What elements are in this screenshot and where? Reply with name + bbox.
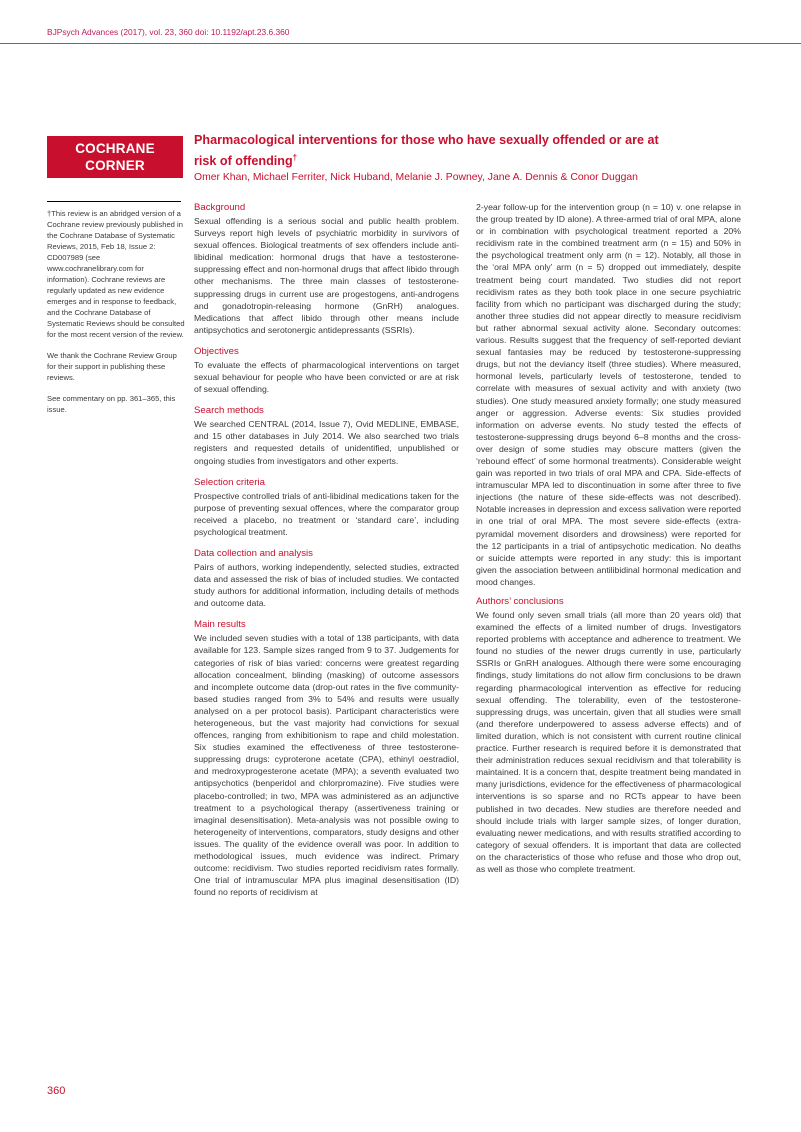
- sidebar-divider: [47, 201, 181, 202]
- selection-criteria-heading: Selection criteria: [194, 476, 265, 488]
- sidebar-footnote: †This review is an abridged version of a Cochrane review previously published in the Cochrane Database of Systematic Reviews, 2015, Feb 18, Issue 2: CD007989 (see www.cochranelibrary.com for information). Cochrane reviews are regularly updated as new evidence emerges and in response to feedback, and the Cochrane Database of Systematic Reviews should be consulted for the most recent version of the review.: [47, 209, 185, 339]
- main-results-text: We included seven studies with a total of 138 participants, with data available for 123. Sample sizes ranged from 9 to 37. Judgements for categories of risk of bias varied: concerns were greatest regarding allocation concealment, blinding (masking) of outcome assessors and incomplete outcome data (drop-out rates in the five community-based studies ranged from 3% to 54% and results were usually analysed on a per protocol basis). Participant characteristics were heterogeneous, but the vast majority had convictions for sexual offences, ranging from exhibitionism to rape and child molestation. Six studies examined the effectiveness of three testosterone-suppressing drugs: cyproterone acetate (CPA), ethinyl oestradiol, and medroxyprogesterone acetate (MPA); a seventh evaluated two antipsychotics (benperidol and chlorpromazine). Five studies were placebo-controlled; in two, MPA was administered as an adjunctive treatment to a psychological therapy (assertiveness training or imaginal desensitisation). Meta-analysis was not possible owing to heterogeneity of interventions, comparators, study designs and other issues. The quality of the evidence overall was poor. In addition to methodological issues, much evidence was indirect. Primary outcome: recidivism. Two studies reported recidivism rates formally. One trial of intramuscular MPA plus imaginal desensitisation (ID) found no reports of recidivism at: [194, 633, 459, 898]
- left-text-column: [194, 201, 459, 907]
- header-divider: [0, 43, 801, 44]
- main-results-heading: Main results: [194, 619, 246, 631]
- data-collection-heading: Data collection and analysis: [194, 547, 313, 559]
- right-text-column: [476, 201, 741, 882]
- authors-conclusions-text: We found only seven small trials (all more than 20 years old) that examined the effects of a limited number of drugs. Investigators reported problems with acceptance and adherence to treatment. We found no studies of the newer drugs currently in use, particularly SSRIs or GnRH analogues. Although there were some encouraging findings, study limitations do not allow firm conclusions to be drawn regarding pharmacological intervention as effective for reducing sexual offending. The tolerability, even of the testosterone-suppressing drugs, was uncertain, given that all studies were small (and therefore underpowered to assess adverse effects) and of limited duration, which is not consistent with current routine clinical practice. Further research is required before it is demonstrated that their administration reduces sexual recidivism and that tolerability is maintained. It is a concern that, despite treatment being mandated in many jurisdictions, evidence for the effectiveness of pharmacological interventions is so sparse and no RCTs appear to have been published in two decades. New studies are therefore needed and should include trials with larger sample sizes, of longer duration, evaluating newer medications, and with results stratified according to category of sexual offenders. It is important that data are collected on the characteristics of those who refuse and those who drop out, as well as those who complete treatment.: [476, 610, 741, 874]
- article-authors: Omer Khan, Michael Ferriter, Nick Huband, Melanie J. Powney, Jane A. Dennis & Conor Duggan: [194, 172, 638, 183]
- cochrane-corner-badge: [47, 136, 183, 178]
- authors-conclusions-heading: Authors’ conclusions: [476, 596, 564, 607]
- main-results-continued-text: 2-year follow-up for the intervention group (n = 10) v. one relapse in the group treated by ID alone). A three-armed trial of oral MPA, alone or in combination with psychological treatment reported a 20% recidivism rate in the combined treatment arm (n = 15) and 50% in the psychological treatment only arm (n = 12). Notably, all those in the ‘oral MPA only’ arm (n = 5) dropped out immediately, despite treatment being court mandated. Two studies did not report recidivism rates as they both took place in one secure psychiatric facility from which no participant was discharged during the study; another three studies did not appear directly to measure recidivism but rather abnormal sexual activity alone. Secondary outcomes: various. Results suggest that the frequency of self-reported deviant sexual fantasies may be reduced by testosterone-suppressing drugs, but not the deviancy itself (three studies). Where measured, hormonal levels, particularly levels of testosterone, tended to correlate with measures of sexual activity and with anxiety (two studies). One study measured anxiety formally; one study measured anger or aggression. Adverse events: Six studies provided information on adverse events. No study tested the effects of testosterone-suppressing drugs beyond 6–8 months and the cross-over design of some studies may obscure matters (given the ‘rebound effect’ of some hormonal treatments). Considerable weight gain was reported in two trials of oral MPA and CPA. Side-effects of intramuscular MPA led to discontinuation in some after three to five injections (the nature of these side-effects was not described). Notable increases in depression and excess salivation were reported in one trial of oral MPA. The most severe side-effects (extra-pyramidal movement disorders and drowsiness) were reported for the 12 participants in a trial of antipsychotic medication. No deaths or suicide attempts were reported in any study: this is important given the association between antilibidinal hormonal medication and mood changes.: [476, 202, 741, 587]
- sidebar-acknowledgement: We thank the Cochrane Review Group for their support in publishing these reviews.: [47, 351, 177, 382]
- background-text: Sexual offending is a serious social and public health problem. Surveys report high levels of psychiatric morbidity in survivors of sexual offences. Biological treatments of sex offenders include anti-libidinal medication: hormonal drugs that have a testosterone-suppressing effect and non-hormonal drugs that affect libido through other mechanisms. The three main classes of testosterone-suppressing drugs in current use are progestogens, anti-androgens and gonadotropin-releasing hormone (GnRH) analogues. Medications that affect libido through other means include antipsychotics and serotonergic antidepressants (SSRIs).: [194, 216, 459, 335]
- background-heading: Background: [194, 202, 246, 213]
- data-collection-text: Pairs of authors, working independently, selected studies, extracted data and assessed the risk of bias of included studies. We contacted study authors for additional information, including details of methods and outcome data.: [194, 561, 459, 609]
- sidebar-notes: [47, 208, 185, 425]
- page-number: 360: [47, 1085, 66, 1097]
- badge-line-2: CORNER: [85, 158, 145, 173]
- objectives-text: To evaluate the effects of pharmacological interventions on target sexual behaviour for people who have been convicted or are at risk of sexual offending.: [194, 359, 459, 395]
- article-title-text: Pharmacological interventions for those who have sexually offended or are at risk of offending: [194, 133, 659, 169]
- journal-citation-header: BJPsych Advances (2017), vol. 23, 360 doi: 10.1192/apt.23.6.360: [47, 27, 290, 37]
- sidebar-commentary-note: See commentary on pp. 361–365, this issue.: [47, 394, 176, 414]
- objectives-heading: Objectives: [194, 345, 239, 357]
- search-methods-text: We searched CENTRAL (2014, Issue 7), Ovid MEDLINE, EMBASE, and 15 other databases in July 2014. We also searched two trials registers and requested details of unidentified, unpublished or ongoing studies from investigators and other experts.: [194, 419, 459, 466]
- search-methods-heading: Search methods: [194, 405, 264, 417]
- title-footnote-mark: †: [292, 153, 298, 162]
- badge-line-1: COCHRANE: [75, 141, 155, 156]
- selection-criteria-text: Prospective controlled trials of anti-libidinal medications taken for the purpose of preventing sexual offences, where the comparator group received a placebo, no treatment or ‘standard care’, including psychological treatment.: [194, 490, 459, 537]
- article-title: [194, 132, 664, 170]
